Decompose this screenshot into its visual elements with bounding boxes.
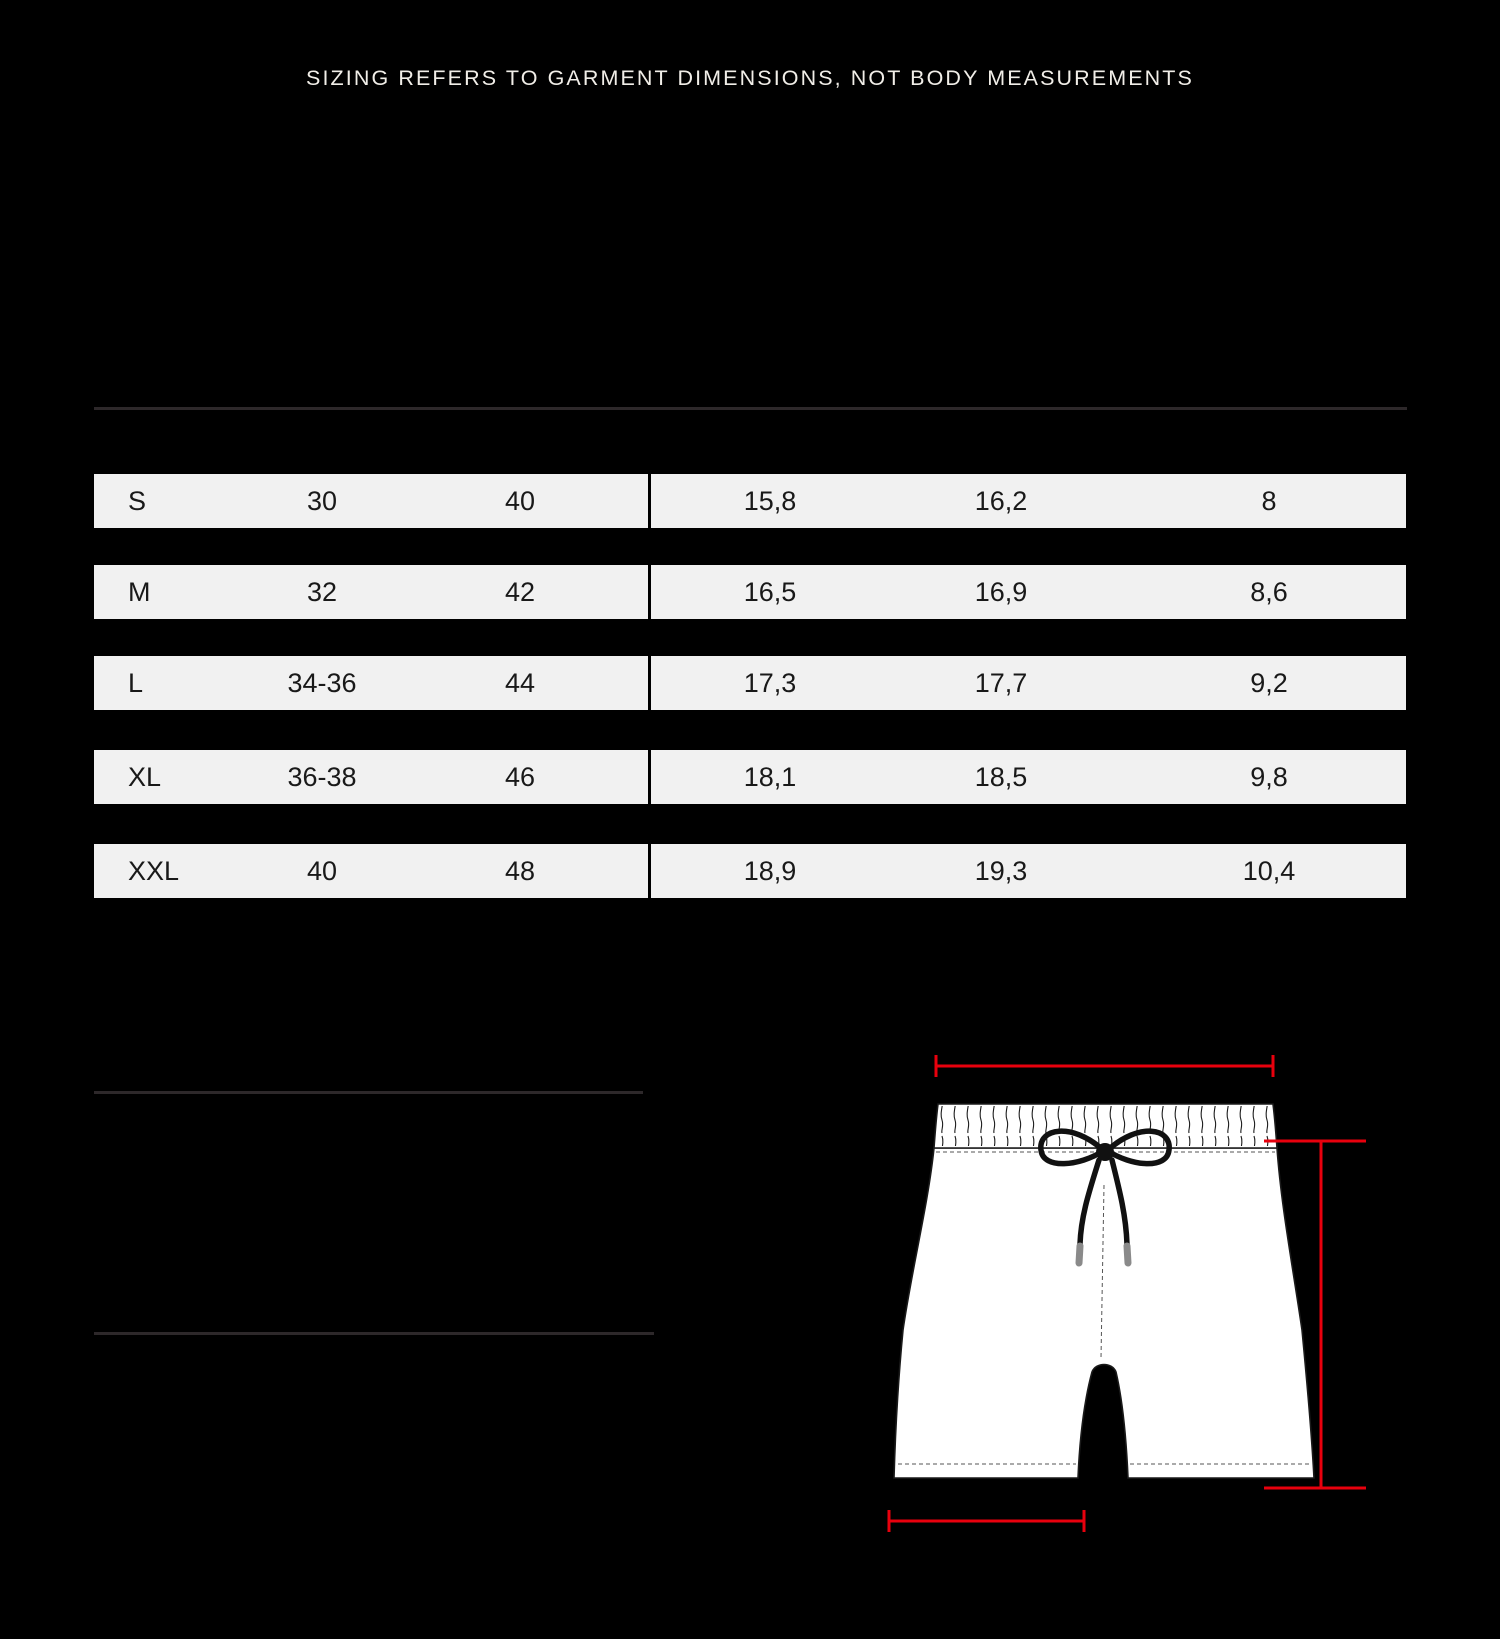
sizing-note: SIZING REFERS TO GARMENT DIMENSIONS, NOT BODY MEASUREMENTS [306, 66, 1194, 90]
eu-size-value: 42 [504, 577, 536, 607]
length-measure-value: 16,9 [974, 577, 1028, 607]
eu-size-value: 40 [504, 486, 536, 516]
us-size-value: 30 [306, 486, 338, 516]
table-row [0, 656, 1500, 710]
table-row [0, 565, 1500, 619]
row-left-section [94, 474, 648, 528]
length-measure-value: 17,7 [974, 668, 1028, 698]
us-size-value: 36-38 [287, 762, 357, 792]
row-right-section [651, 844, 1406, 898]
row-left-section [94, 565, 648, 619]
leg-measure-value: 8 [1261, 486, 1277, 516]
length-measure-value: 18,5 [974, 762, 1028, 792]
length-measure-value: 16,2 [974, 486, 1028, 516]
eu-size-value: 46 [504, 762, 536, 792]
leg-measure-value: 9,8 [1250, 762, 1288, 792]
size-label: XL [128, 762, 162, 792]
us-size-value: 32 [306, 577, 338, 607]
table-top-divider [94, 407, 1407, 410]
size-label: XXL [128, 856, 180, 886]
size-label: M [128, 577, 151, 607]
size-label: L [128, 668, 144, 698]
waist-width-marker [936, 1055, 1273, 1077]
table-row [0, 844, 1500, 898]
waist-measure-value: 16,5 [743, 577, 797, 607]
length-measure-value: 19,3 [974, 856, 1028, 886]
row-right-section [651, 750, 1406, 804]
waist-measure-value: 15,8 [743, 486, 797, 516]
row-right-section [651, 565, 1406, 619]
us-size-value: 40 [306, 856, 338, 886]
row-right-section [651, 474, 1406, 528]
row-left-section [94, 656, 648, 710]
row-left-section [94, 844, 648, 898]
waistband-gathers [940, 1106, 1271, 1146]
eu-size-value: 44 [504, 668, 536, 698]
leg-measure-value: 8,6 [1250, 577, 1288, 607]
waist-measure-value: 18,1 [743, 762, 797, 792]
eu-size-value: 48 [504, 856, 536, 886]
row-right-section [651, 656, 1406, 710]
leg-measure-value: 9,2 [1250, 668, 1288, 698]
size-label: S [128, 486, 147, 516]
shorts-measurement-diagram [850, 1020, 1390, 1580]
us-size-value: 34-36 [287, 668, 357, 698]
legend-divider-line [94, 1332, 654, 1335]
leg-opening-marker [889, 1510, 1084, 1532]
leg-measure-value: 10,4 [1242, 856, 1296, 886]
waist-measure-value: 18,9 [743, 856, 797, 886]
row-left-section [94, 750, 648, 804]
legend-divider-line [94, 1091, 643, 1094]
waist-measure-value: 17,3 [743, 668, 797, 698]
table-row [0, 750, 1500, 804]
table-row [0, 474, 1500, 528]
